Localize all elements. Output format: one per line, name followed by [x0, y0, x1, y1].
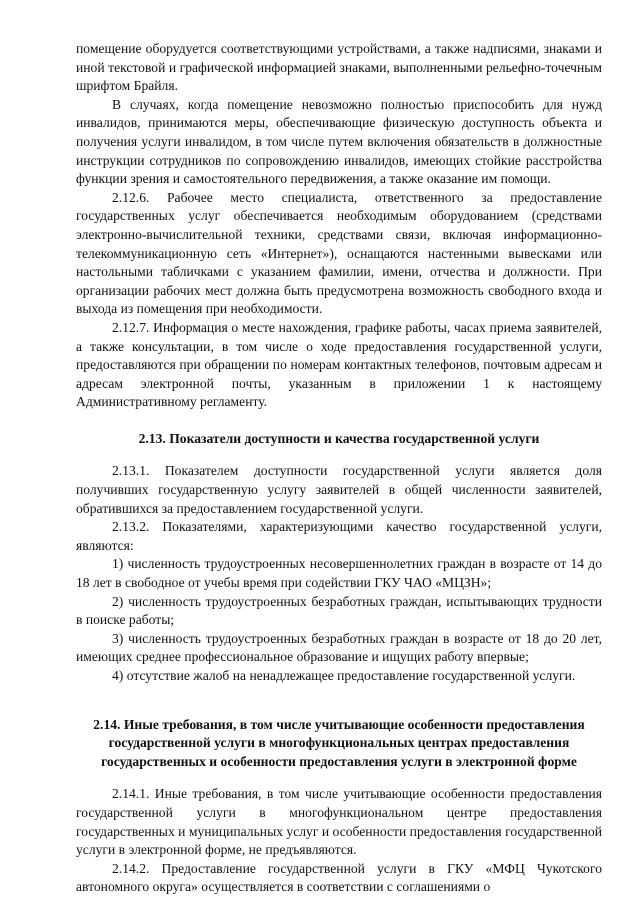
paragraph-2-12-6: 2.12.6. Рабочее место специалиста, ответственного за предоставление государственных услуг обеспечивается необходимым оборудованием (средствами электронно-вычислительной техники, средствами связи, включая информационно-телекоммуникационную сеть «Интернет»), оснащаются настенными вывесками или настольными табличками с указанием фамилии, имени, отчества и должности. При организации рабочих мест должна быть предусмотрена возможность свободного входа и выхода из помещения при необходимости. [76, 189, 602, 317]
paragraph-2-14-2: 2.14.2. Предоставление государственной услуги в ГКУ «МФЦ Чукотского автономного округа» осуществляется в соответствии с соглашениями о [76, 860, 602, 895]
list-item-2: 2) численность трудоустроенных безработных граждан, испытывающих трудности в поиске работы; [76, 593, 602, 628]
paragraph-2-12-7: 2.12.7. Информация о месте нахождения, графике работы, часах приема заявителей, а также консультации, в том числе о ходе предоставления государственной услуги, предоставляются при обращении по номерам контактных телефонов, почтовым адресам и адресам электронной почты, указанным в приложении 1 к настоящему Административному регламенту. [76, 319, 602, 410]
list-item-4: 4) отсутствие жалоб на ненадлежащее предоставление государственной услуги. [112, 668, 576, 683]
list-item-3: 3) численность трудоустроенных безработных граждан в возрасте от 18 до 20 лет, имеющих среднее профессиональное образование и ищущих работу впервые; [76, 630, 602, 665]
paragraph-2-14-1: 2.14.1. Иные требования, в том числе учитывающие особенности предоставления государственной услуги в многофункциональном центре предоставления государственных и муниципальных услуг и особенности предоставления государственной услуги в электронной форме, не предъявляются. [76, 786, 602, 858]
paragraph-accessibility-measures: В случаях, когда помещение невозможно полностью приспособить для нужд инвалидов, принимаются меры, обеспечивающие физическую доступность объекта и получения услуги инвалидом, в том числе путем включения обязательств в должностные инструкции сотрудников по сопровождению инвалидов, имеющих стойкие расстройства функции зрения и самостоятельного передвижения, а также оказание им помощи. [76, 96, 602, 187]
section-heading-2-13: 2.13. Показатели доступности и качества государственной услуги [138, 430, 540, 446]
paragraph-continuation: помещение оборудуется соответствующими устройствами, а также надписями, знаками и иной текстовой и графической информацией знаками, выполненными рельефно-точечным шрифтом Брайля. [76, 41, 602, 94]
paragraph-2-13-1: 2.13.1. Показателем доступности государственной услуги является доля получивших государственную услугу заявителей в общей численности заявителей, обратившихся за предоставлением государственной услуги. [76, 463, 602, 516]
document-page [76, 40, 602, 897]
section-heading-2-14: 2.14. Иные требования, в том числе учитывающие особенности предоставления государственной услуги в многофункциональных центрах предоставления государственных и особенности предоставления услуги в электронной форме [93, 716, 585, 769]
list-item-1: 1) численность трудоустроенных несовершеннолетних граждан в возрасте от 14 до 18 лет в свободное от учебы время при содействии ГКУ ЧАО «МЦЗН»; [76, 556, 602, 591]
paragraph-2-13-2: 2.13.2. Показателями, характеризующими качество государственной услуги, являются: [76, 519, 602, 553]
